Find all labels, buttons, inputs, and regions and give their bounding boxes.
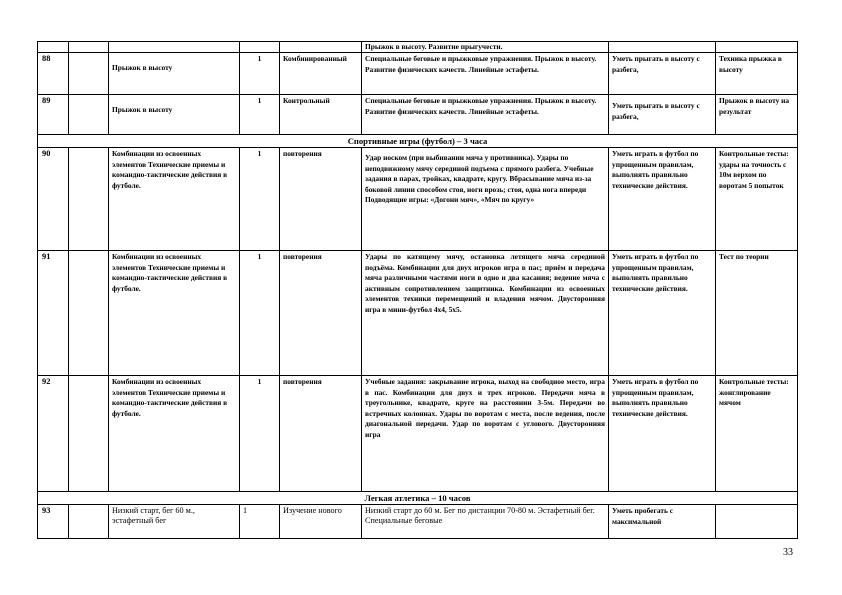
lesson-hours: 1 (240, 505, 280, 539)
section-header (38, 135, 798, 148)
lesson-hours: 1 (240, 148, 280, 251)
lesson-content: Специальные беговые и прыжковые упражнения. Прыжок в высоту. Развитие физических качеств. Линейные эстафеты. (362, 95, 609, 135)
lesson-control: Контрольные тесты: жонглирование мячом (716, 376, 798, 492)
blank-cell (69, 251, 109, 376)
hours-cell (240, 42, 280, 53)
lesson-control: Техника прыжка в высоту (716, 53, 798, 95)
control-cell (716, 42, 798, 53)
table-row (38, 53, 798, 95)
lesson-type: повторения (280, 376, 362, 492)
lesson-type: Изучение нового (280, 505, 362, 539)
lesson-topic: Низкий старт, бег 60 м., эстафетный бег (109, 505, 240, 539)
table-row (38, 376, 798, 492)
table-row (38, 95, 798, 135)
lesson-topic: Прыжок в высоту (109, 53, 240, 95)
lesson-control: Прыжок в высоту на результат (716, 95, 798, 135)
lesson-hours: 1 (240, 251, 280, 376)
blank-cell (69, 505, 109, 539)
lesson-skills: Уметь играть в футбол по упрощенным правилам, выполнять правильно технические действия. (609, 251, 716, 376)
lesson-hours: 1 (240, 95, 280, 135)
lesson-skills: Уметь прыгать в высоту с разбега, (609, 53, 716, 95)
section-title-athletics: Легкая атлетика – 10 часов (38, 492, 798, 505)
section-title-football: Спортивные игры (футбол) – 3 часа (38, 135, 798, 148)
lesson-topic: Комбинации из освоенных элементов Технические приемы и командно-тактические действия в футболе. (109, 376, 240, 492)
lesson-type: повторения (280, 251, 362, 376)
lesson-content: Учебные задания: закрывание игрока, выход на свободное место, игра в пас. Комбинации для двух и трех игроков. Передачи мяча в треугольнике, квадрате, круге на расстоянии 3-5м. Передачи во встречных колоннах. Удары по воротам с места, после ведения, после диагональной передачи. Удар по воротам с углового. Двусторонняя игра (362, 376, 609, 492)
type-cell (280, 42, 362, 53)
table-row (38, 251, 798, 376)
lesson-hours: 1 (240, 376, 280, 492)
lesson-content: Удар носком (при выбивании мяча у противника). Удары по неподвижному мячу серединой подъема с прямого разбега. Учебные задания в парах, тройках, квадрате, кругу. Вбрасывание мяча из-за боковой линии способом стоя, ноги врозь; стоя, одна нога впереди Подводящие игры: «Догони мяч», «Мяч по кругу» (362, 148, 609, 251)
lesson-number: 93 (38, 505, 69, 539)
table-row (38, 148, 798, 251)
lesson-content: Низкий старт до 60 м. Бег по дистанции 70-80 м. Эстафетный бег. Специальные беговые (362, 505, 609, 539)
section-header (38, 492, 798, 505)
lesson-skills: Уметь играть в футбол по упрощенным правилам, выполнять правильно технические действия. (609, 148, 716, 251)
number-cell (38, 42, 69, 53)
lesson-topic: Комбинации из освоенных элементов Технические приемы и командно-тактические действия в футболе. (109, 251, 240, 376)
lesson-number: 91 (38, 251, 69, 376)
blank-cell (69, 376, 109, 492)
lesson-type: Контрольный (280, 95, 362, 135)
table-row (38, 505, 798, 539)
content-cell: Прыжок в высоту. Развитие прыгучести. (362, 42, 609, 53)
lesson-number: 92 (38, 376, 69, 492)
table-row (38, 42, 798, 53)
lesson-skills: Уметь прыгать в высоту с разбега, (609, 95, 716, 135)
lesson-skills: Уметь играть в футбол по упрощенным правилам, выполнять правильно технические действия. (609, 376, 716, 492)
skills-cell (609, 42, 716, 53)
lesson-number: 88 (38, 53, 69, 95)
lesson-topic: Комбинации из освоенных элементов Технические приемы и командно-тактические действия в футболе. (109, 148, 240, 251)
page-number: 33 (783, 547, 793, 558)
blank-cell (69, 148, 109, 251)
lesson-control (716, 505, 798, 539)
lesson-topic: Прыжок в высоту (109, 95, 240, 135)
lesson-hours: 1 (240, 53, 280, 95)
lesson-number: 90 (38, 148, 69, 251)
lesson-type: Комбинированный (280, 53, 362, 95)
lesson-control: Тест по теории (716, 251, 798, 376)
lesson-content: Удары по катящему мячу, остановка летящего мяча серединой подъёма. Комбинации для двух игроков игра в пас; приём и передача мяча различными частями ноги в одно и два касания; ведение мяча с активным сопротивлением защитника. Комбинации из освоенных элементов техники перемещений и владения мячом. Двусторонняя игра в мини-футбол 4х4, 5х5. (362, 251, 609, 376)
lesson-control: Контрольные тесты: удары на точность с 10м верхом по воротам 5 попыток (716, 148, 798, 251)
lesson-type: повторения (280, 148, 362, 251)
blank-cell (69, 95, 109, 135)
blank-cell (69, 42, 109, 53)
lesson-content: Специальные беговые и прыжковые упражнения. Прыжок в высоту. Развитие физических качеств. Линейные эстафеты. (362, 53, 609, 95)
blank-cell (69, 53, 109, 95)
lesson-number: 89 (38, 95, 69, 135)
topic-cell (109, 42, 240, 53)
lesson-skills: Уметь пробегать с максимальной (609, 505, 716, 539)
lesson-plan-table (37, 41, 798, 539)
